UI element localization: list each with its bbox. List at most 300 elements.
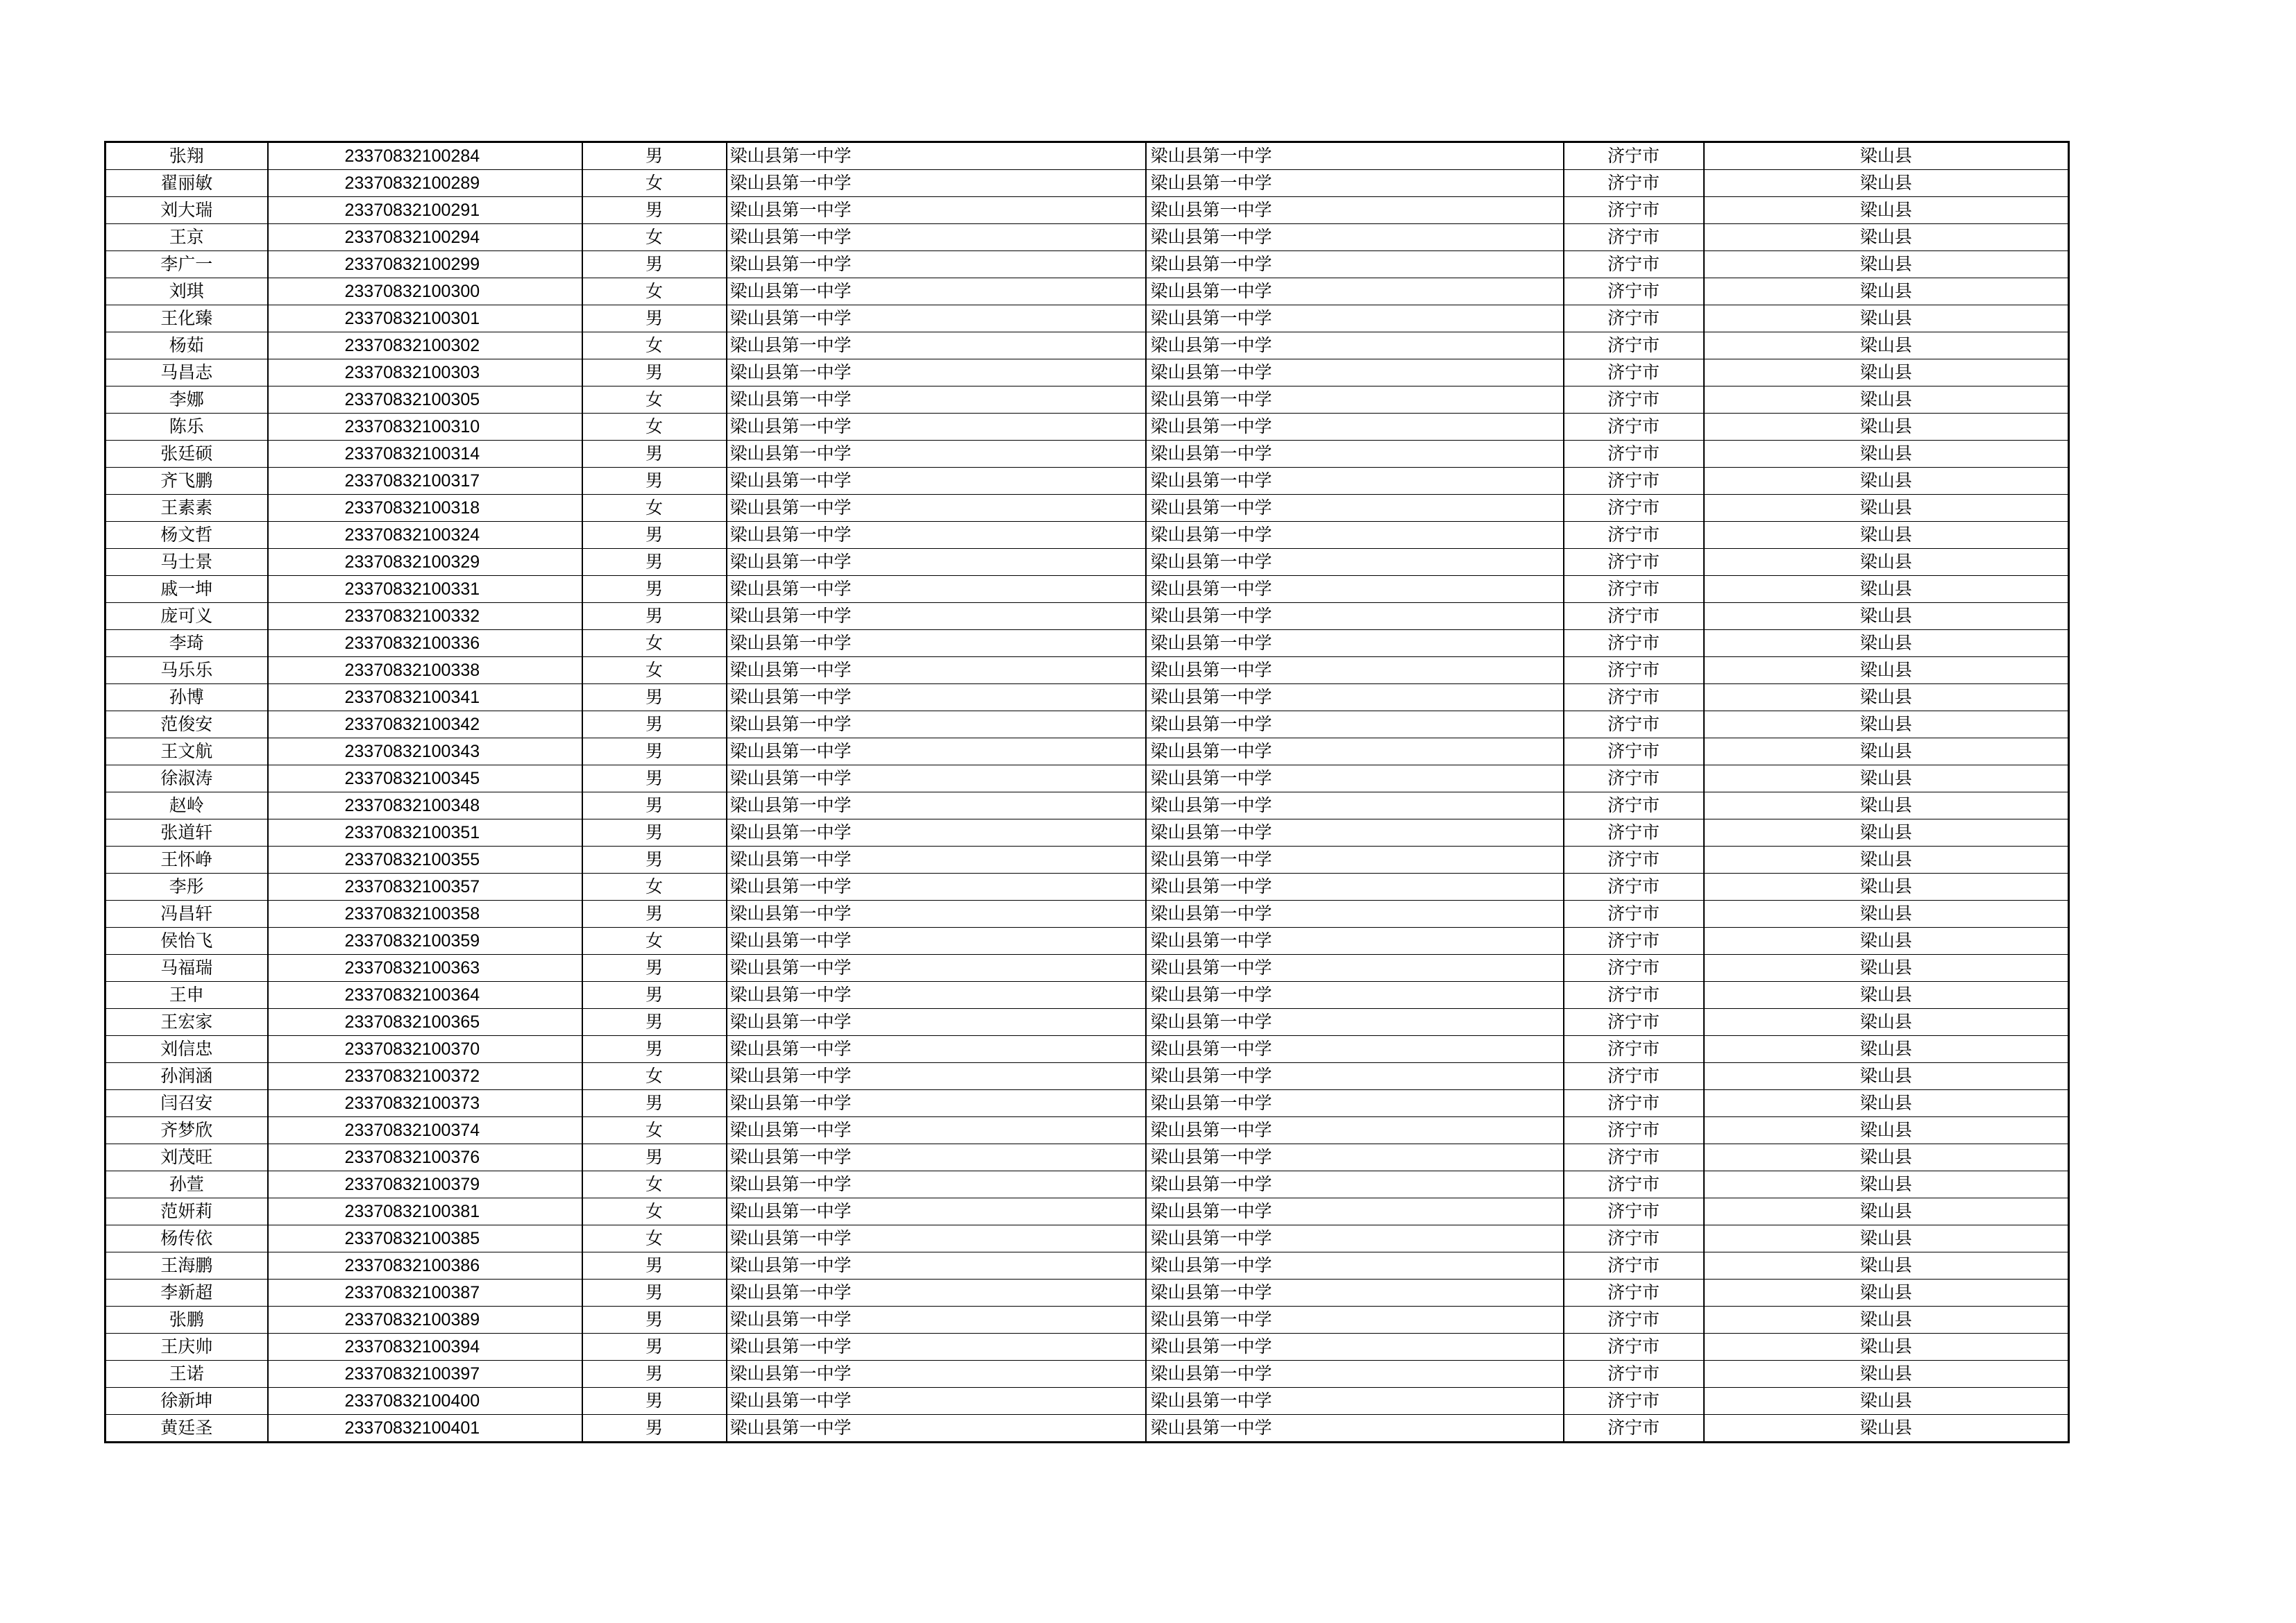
enrolled-school-cell: 梁山县第一中学 (1146, 982, 1564, 1009)
school-cell: 梁山县第一中学 (727, 576, 1146, 603)
table-row (105, 522, 2069, 549)
gender-cell: 男 (582, 1334, 727, 1361)
student-name-cell: 马昌志 (105, 359, 268, 386)
city-cell: 济宁市 (1564, 1307, 1704, 1334)
city-cell: 济宁市 (1564, 522, 1704, 549)
exam-number-cell: 23370832100351 (268, 819, 582, 847)
student-name-cell: 张鹏 (105, 1307, 268, 1334)
student-name-cell: 孙萱 (105, 1171, 268, 1198)
student-name-cell: 张翔 (105, 142, 268, 170)
exam-number-cell: 23370832100289 (268, 170, 582, 197)
table-row (105, 1144, 2069, 1171)
table-row (105, 495, 2069, 522)
city-cell: 济宁市 (1564, 819, 1704, 847)
county-cell: 梁山县 (1704, 1225, 2069, 1252)
county-cell: 梁山县 (1704, 332, 2069, 359)
exam-number-cell: 23370832100342 (268, 711, 582, 738)
table-row (105, 1334, 2069, 1361)
gender-cell: 女 (582, 386, 727, 414)
exam-number-cell: 23370832100317 (268, 468, 582, 495)
enrolled-school-cell: 梁山县第一中学 (1146, 1334, 1564, 1361)
enrolled-school-cell: 梁山县第一中学 (1146, 630, 1564, 657)
enrolled-school-cell: 梁山县第一中学 (1146, 955, 1564, 982)
enrolled-school-cell: 梁山县第一中学 (1146, 1036, 1564, 1063)
exam-number-cell: 23370832100355 (268, 847, 582, 874)
county-cell: 梁山县 (1704, 1307, 2069, 1334)
gender-cell: 男 (582, 197, 727, 224)
gender-cell: 男 (582, 819, 727, 847)
enrolled-school-cell: 梁山县第一中学 (1146, 197, 1564, 224)
city-cell: 济宁市 (1564, 170, 1704, 197)
table-row (105, 305, 2069, 332)
gender-cell: 男 (582, 549, 727, 576)
table-row (105, 1280, 2069, 1307)
enrolled-school-cell: 梁山县第一中学 (1146, 711, 1564, 738)
table-row (105, 603, 2069, 630)
county-cell: 梁山县 (1704, 386, 2069, 414)
gender-cell: 女 (582, 928, 727, 955)
county-cell: 梁山县 (1704, 1252, 2069, 1280)
student-name-cell: 杨传依 (105, 1225, 268, 1252)
student-name-cell: 刘信忠 (105, 1036, 268, 1063)
city-cell: 济宁市 (1564, 847, 1704, 874)
gender-cell: 女 (582, 495, 727, 522)
table-row (105, 1252, 2069, 1280)
table-row (105, 468, 2069, 495)
enrolled-school-cell: 梁山县第一中学 (1146, 603, 1564, 630)
table-row (105, 792, 2069, 819)
student-name-cell: 刘大瑞 (105, 197, 268, 224)
student-name-cell: 孙润涵 (105, 1063, 268, 1090)
enrolled-school-cell: 梁山县第一中学 (1146, 278, 1564, 305)
exam-number-cell: 23370832100379 (268, 1171, 582, 1198)
exam-number-cell: 23370832100305 (268, 386, 582, 414)
student-name-cell: 冯昌轩 (105, 901, 268, 928)
gender-cell: 男 (582, 1144, 727, 1171)
student-name-cell: 杨文哲 (105, 522, 268, 549)
table-row (105, 1171, 2069, 1198)
exam-number-cell: 23370832100387 (268, 1280, 582, 1307)
school-cell: 梁山县第一中学 (727, 955, 1146, 982)
school-cell: 梁山县第一中学 (727, 630, 1146, 657)
enrolled-school-cell: 梁山县第一中学 (1146, 305, 1564, 332)
city-cell: 济宁市 (1564, 197, 1704, 224)
school-cell: 梁山县第一中学 (727, 684, 1146, 711)
exam-number-cell: 23370832100374 (268, 1117, 582, 1144)
county-cell: 梁山县 (1704, 874, 2069, 901)
county-cell: 梁山县 (1704, 251, 2069, 278)
gender-cell: 女 (582, 1225, 727, 1252)
enrolled-school-cell: 梁山县第一中学 (1146, 792, 1564, 819)
student-name-cell: 王怀峥 (105, 847, 268, 874)
school-cell: 梁山县第一中学 (727, 1307, 1146, 1334)
enrolled-school-cell: 梁山县第一中学 (1146, 495, 1564, 522)
school-cell: 梁山县第一中学 (727, 468, 1146, 495)
enrolled-school-cell: 梁山县第一中学 (1146, 522, 1564, 549)
gender-cell: 男 (582, 711, 727, 738)
student-name-cell: 齐梦欣 (105, 1117, 268, 1144)
table-row (105, 847, 2069, 874)
student-name-cell: 孙博 (105, 684, 268, 711)
city-cell: 济宁市 (1564, 1144, 1704, 1171)
enrolled-school-cell: 梁山县第一中学 (1146, 901, 1564, 928)
exam-number-cell: 23370832100294 (268, 224, 582, 251)
county-cell: 梁山县 (1704, 197, 2069, 224)
school-cell: 梁山县第一中学 (727, 982, 1146, 1009)
enrolled-school-cell: 梁山县第一中学 (1146, 847, 1564, 874)
student-name-cell: 李娜 (105, 386, 268, 414)
enrolled-school-cell: 梁山县第一中学 (1146, 738, 1564, 765)
student-name-cell: 李琦 (105, 630, 268, 657)
enrolled-school-cell: 梁山县第一中学 (1146, 142, 1564, 170)
student-name-cell: 王诺 (105, 1361, 268, 1388)
school-cell: 梁山县第一中学 (727, 603, 1146, 630)
exam-number-cell: 23370832100301 (268, 305, 582, 332)
county-cell: 梁山县 (1704, 1388, 2069, 1415)
gender-cell: 男 (582, 765, 727, 792)
city-cell: 济宁市 (1564, 1198, 1704, 1225)
table-row (105, 630, 2069, 657)
table-row (105, 955, 2069, 982)
student-name-cell: 张廷硕 (105, 441, 268, 468)
exam-number-cell: 23370832100318 (268, 495, 582, 522)
table-row (105, 819, 2069, 847)
student-name-cell: 王宏家 (105, 1009, 268, 1036)
county-cell: 梁山县 (1704, 765, 2069, 792)
enrolled-school-cell: 梁山县第一中学 (1146, 224, 1564, 251)
table-row (105, 170, 2069, 197)
county-cell: 梁山县 (1704, 522, 2069, 549)
enrolled-school-cell: 梁山县第一中学 (1146, 1144, 1564, 1171)
gender-cell: 男 (582, 955, 727, 982)
enrolled-school-cell: 梁山县第一中学 (1146, 1009, 1564, 1036)
student-name-cell: 徐新坤 (105, 1388, 268, 1415)
city-cell: 济宁市 (1564, 332, 1704, 359)
city-cell: 济宁市 (1564, 1415, 1704, 1443)
exam-number-cell: 23370832100336 (268, 630, 582, 657)
table-row (105, 901, 2069, 928)
student-name-cell: 范俊安 (105, 711, 268, 738)
table-row (105, 1090, 2069, 1117)
enrolled-school-cell: 梁山县第一中学 (1146, 1388, 1564, 1415)
county-cell: 梁山县 (1704, 928, 2069, 955)
gender-cell: 男 (582, 251, 727, 278)
city-cell: 济宁市 (1564, 901, 1704, 928)
city-cell: 济宁市 (1564, 630, 1704, 657)
student-name-cell: 王文航 (105, 738, 268, 765)
county-cell: 梁山县 (1704, 1198, 2069, 1225)
city-cell: 济宁市 (1564, 1090, 1704, 1117)
school-cell: 梁山县第一中学 (727, 441, 1146, 468)
city-cell: 济宁市 (1564, 982, 1704, 1009)
table-row (105, 765, 2069, 792)
city-cell: 济宁市 (1564, 305, 1704, 332)
gender-cell: 女 (582, 278, 727, 305)
exam-number-cell: 23370832100372 (268, 1063, 582, 1090)
gender-cell: 男 (582, 847, 727, 874)
school-cell: 梁山县第一中学 (727, 1334, 1146, 1361)
city-cell: 济宁市 (1564, 1252, 1704, 1280)
table-row (105, 251, 2069, 278)
school-cell: 梁山县第一中学 (727, 657, 1146, 684)
city-cell: 济宁市 (1564, 1334, 1704, 1361)
county-cell: 梁山县 (1704, 278, 2069, 305)
county-cell: 梁山县 (1704, 711, 2069, 738)
city-cell: 济宁市 (1564, 792, 1704, 819)
city-cell: 济宁市 (1564, 1388, 1704, 1415)
county-cell: 梁山县 (1704, 441, 2069, 468)
city-cell: 济宁市 (1564, 576, 1704, 603)
enrolled-school-cell: 梁山县第一中学 (1146, 1252, 1564, 1280)
student-table-body (105, 142, 2069, 1443)
exam-number-cell: 23370832100364 (268, 982, 582, 1009)
school-cell: 梁山县第一中学 (727, 711, 1146, 738)
gender-cell: 男 (582, 1361, 727, 1388)
county-cell: 梁山县 (1704, 684, 2069, 711)
table-row (105, 359, 2069, 386)
county-cell: 梁山县 (1704, 1334, 2069, 1361)
school-cell: 梁山县第一中学 (727, 1252, 1146, 1280)
school-cell: 梁山县第一中学 (727, 1063, 1146, 1090)
enrolled-school-cell: 梁山县第一中学 (1146, 1198, 1564, 1225)
table-row (105, 386, 2069, 414)
school-cell: 梁山县第一中学 (727, 251, 1146, 278)
table-row (105, 1036, 2069, 1063)
gender-cell: 男 (582, 901, 727, 928)
exam-number-cell: 23370832100358 (268, 901, 582, 928)
student-name-cell: 李广一 (105, 251, 268, 278)
exam-number-cell: 23370832100332 (268, 603, 582, 630)
gender-cell: 男 (582, 1009, 727, 1036)
city-cell: 济宁市 (1564, 386, 1704, 414)
school-cell: 梁山县第一中学 (727, 847, 1146, 874)
enrolled-school-cell: 梁山县第一中学 (1146, 1063, 1564, 1090)
gender-cell: 女 (582, 332, 727, 359)
city-cell: 济宁市 (1564, 1171, 1704, 1198)
city-cell: 济宁市 (1564, 657, 1704, 684)
gender-cell: 女 (582, 657, 727, 684)
county-cell: 梁山县 (1704, 657, 2069, 684)
gender-cell: 女 (582, 874, 727, 901)
exam-number-cell: 23370832100376 (268, 1144, 582, 1171)
city-cell: 济宁市 (1564, 1009, 1704, 1036)
table-row (105, 1117, 2069, 1144)
table-row (105, 441, 2069, 468)
school-cell: 梁山县第一中学 (727, 305, 1146, 332)
exam-number-cell: 23370832100303 (268, 359, 582, 386)
gender-cell: 男 (582, 1090, 727, 1117)
exam-number-cell: 23370832100345 (268, 765, 582, 792)
exam-number-cell: 23370832100401 (268, 1415, 582, 1443)
county-cell: 梁山县 (1704, 982, 2069, 1009)
county-cell: 梁山县 (1704, 1063, 2069, 1090)
exam-number-cell: 23370832100329 (268, 549, 582, 576)
school-cell: 梁山县第一中学 (727, 495, 1146, 522)
school-cell: 梁山县第一中学 (727, 1009, 1146, 1036)
enrolled-school-cell: 梁山县第一中学 (1146, 441, 1564, 468)
table-row (105, 142, 2069, 170)
enrolled-school-cell: 梁山县第一中学 (1146, 1415, 1564, 1443)
gender-cell: 男 (582, 522, 727, 549)
exam-number-cell: 23370832100341 (268, 684, 582, 711)
exam-number-cell: 23370832100386 (268, 1252, 582, 1280)
student-table (104, 141, 2070, 1443)
school-cell: 梁山县第一中学 (727, 142, 1146, 170)
enrolled-school-cell: 梁山县第一中学 (1146, 1117, 1564, 1144)
city-cell: 济宁市 (1564, 495, 1704, 522)
city-cell: 济宁市 (1564, 142, 1704, 170)
school-cell: 梁山县第一中学 (727, 332, 1146, 359)
table-row (105, 1307, 2069, 1334)
city-cell: 济宁市 (1564, 603, 1704, 630)
city-cell: 济宁市 (1564, 468, 1704, 495)
gender-cell: 女 (582, 1117, 727, 1144)
enrolled-school-cell: 梁山县第一中学 (1146, 657, 1564, 684)
gender-cell: 男 (582, 305, 727, 332)
gender-cell: 女 (582, 630, 727, 657)
table-row (105, 1009, 2069, 1036)
county-cell: 梁山县 (1704, 142, 2069, 170)
enrolled-school-cell: 梁山县第一中学 (1146, 874, 1564, 901)
table-row (105, 1388, 2069, 1415)
school-cell: 梁山县第一中学 (727, 224, 1146, 251)
table-row (105, 711, 2069, 738)
enrolled-school-cell: 梁山县第一中学 (1146, 414, 1564, 441)
city-cell: 济宁市 (1564, 278, 1704, 305)
gender-cell: 女 (582, 414, 727, 441)
gender-cell: 男 (582, 1388, 727, 1415)
exam-number-cell: 23370832100343 (268, 738, 582, 765)
school-cell: 梁山县第一中学 (727, 522, 1146, 549)
city-cell: 济宁市 (1564, 441, 1704, 468)
enrolled-school-cell: 梁山县第一中学 (1146, 1280, 1564, 1307)
exam-number-cell: 23370832100357 (268, 874, 582, 901)
gender-cell: 男 (582, 359, 727, 386)
city-cell: 济宁市 (1564, 684, 1704, 711)
city-cell: 济宁市 (1564, 1361, 1704, 1388)
school-cell: 梁山县第一中学 (727, 1090, 1146, 1117)
enrolled-school-cell: 梁山县第一中学 (1146, 819, 1564, 847)
school-cell: 梁山县第一中学 (727, 359, 1146, 386)
school-cell: 梁山县第一中学 (727, 278, 1146, 305)
school-cell: 梁山县第一中学 (727, 928, 1146, 955)
table-row (105, 414, 2069, 441)
county-cell: 梁山县 (1704, 1415, 2069, 1443)
student-name-cell: 齐飞鹏 (105, 468, 268, 495)
city-cell: 济宁市 (1564, 1117, 1704, 1144)
exam-number-cell: 23370832100381 (268, 1198, 582, 1225)
exam-number-cell: 23370832100394 (268, 1334, 582, 1361)
city-cell: 济宁市 (1564, 928, 1704, 955)
city-cell: 济宁市 (1564, 711, 1704, 738)
exam-number-cell: 23370832100359 (268, 928, 582, 955)
table-row (105, 684, 2069, 711)
gender-cell: 男 (582, 1252, 727, 1280)
student-name-cell: 王申 (105, 982, 268, 1009)
gender-cell: 男 (582, 1280, 727, 1307)
county-cell: 梁山县 (1704, 170, 2069, 197)
table-row (105, 874, 2069, 901)
exam-number-cell: 23370832100284 (268, 142, 582, 170)
table-row (105, 549, 2069, 576)
exam-number-cell: 23370832100373 (268, 1090, 582, 1117)
enrolled-school-cell: 梁山县第一中学 (1146, 1225, 1564, 1252)
student-name-cell: 徐淑涛 (105, 765, 268, 792)
school-cell: 梁山县第一中学 (727, 197, 1146, 224)
exam-number-cell: 23370832100363 (268, 955, 582, 982)
student-name-cell: 翟丽敏 (105, 170, 268, 197)
table-row (105, 1063, 2069, 1090)
gender-cell: 男 (582, 684, 727, 711)
county-cell: 梁山县 (1704, 1036, 2069, 1063)
exam-number-cell: 23370832100348 (268, 792, 582, 819)
city-cell: 济宁市 (1564, 1225, 1704, 1252)
student-name-cell: 张道轩 (105, 819, 268, 847)
student-name-cell: 马乐乐 (105, 657, 268, 684)
table-row (105, 1415, 2069, 1443)
student-name-cell: 李新超 (105, 1280, 268, 1307)
county-cell: 梁山县 (1704, 738, 2069, 765)
exam-number-cell: 23370832100400 (268, 1388, 582, 1415)
county-cell: 梁山县 (1704, 603, 2069, 630)
gender-cell: 女 (582, 1198, 727, 1225)
student-name-cell: 侯怡飞 (105, 928, 268, 955)
school-cell: 梁山县第一中学 (727, 170, 1146, 197)
gender-cell: 女 (582, 1063, 727, 1090)
school-cell: 梁山县第一中学 (727, 1280, 1146, 1307)
city-cell: 济宁市 (1564, 765, 1704, 792)
table-row (105, 1225, 2069, 1252)
student-name-cell: 刘琪 (105, 278, 268, 305)
student-name-cell: 王海鹏 (105, 1252, 268, 1280)
exam-number-cell: 23370832100291 (268, 197, 582, 224)
city-cell: 济宁市 (1564, 549, 1704, 576)
student-name-cell: 杨茹 (105, 332, 268, 359)
enrolled-school-cell: 梁山县第一中学 (1146, 549, 1564, 576)
county-cell: 梁山县 (1704, 224, 2069, 251)
exam-number-cell: 23370832100299 (268, 251, 582, 278)
enrolled-school-cell: 梁山县第一中学 (1146, 170, 1564, 197)
county-cell: 梁山县 (1704, 495, 2069, 522)
gender-cell: 男 (582, 738, 727, 765)
city-cell: 济宁市 (1564, 224, 1704, 251)
table-row (105, 197, 2069, 224)
exam-number-cell: 23370832100324 (268, 522, 582, 549)
student-name-cell: 王化臻 (105, 305, 268, 332)
exam-number-cell: 23370832100397 (268, 1361, 582, 1388)
county-cell: 梁山县 (1704, 792, 2069, 819)
exam-number-cell: 23370832100370 (268, 1036, 582, 1063)
enrolled-school-cell: 梁山县第一中学 (1146, 359, 1564, 386)
enrolled-school-cell: 梁山县第一中学 (1146, 928, 1564, 955)
student-name-cell: 庞可义 (105, 603, 268, 630)
gender-cell: 男 (582, 1036, 727, 1063)
school-cell: 梁山县第一中学 (727, 414, 1146, 441)
city-cell: 济宁市 (1564, 955, 1704, 982)
school-cell: 梁山县第一中学 (727, 1144, 1146, 1171)
county-cell: 梁山县 (1704, 549, 2069, 576)
exam-number-cell: 23370832100310 (268, 414, 582, 441)
gender-cell: 女 (582, 224, 727, 251)
table-row (105, 278, 2069, 305)
county-cell: 梁山县 (1704, 468, 2069, 495)
gender-cell: 男 (582, 1415, 727, 1443)
table-row (105, 928, 2069, 955)
exam-number-cell: 23370832100385 (268, 1225, 582, 1252)
county-cell: 梁山县 (1704, 901, 2069, 928)
school-cell: 梁山县第一中学 (727, 386, 1146, 414)
enrolled-school-cell: 梁山县第一中学 (1146, 576, 1564, 603)
